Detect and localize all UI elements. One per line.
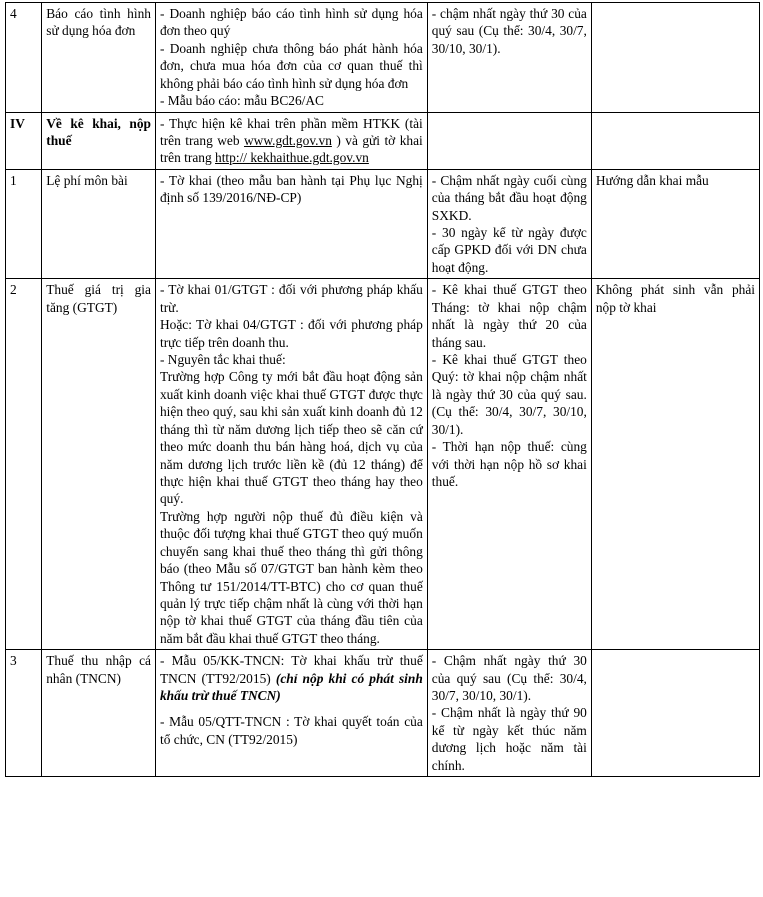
row-title: Lệ phí môn bài	[42, 169, 156, 279]
table-row	[6, 112, 760, 169]
row-note	[591, 3, 759, 113]
row-deadline	[427, 3, 591, 113]
kekhaithue-link[interactable]: http:// kekhaithue.gdt.gov.vn	[215, 150, 369, 166]
desc-line	[160, 652, 423, 704]
row-description	[155, 112, 427, 169]
row-title: Về kê khai, nộp thuế	[42, 112, 156, 169]
desc-segment-normal: - Mẫu 05/KK-TNCN: Tờ khai khấu trừ thuế TNCN (TT92/2015)	[159, 653, 423, 686]
desc-line: Hoặc: Tờ khai 04/GTGT : đối với phương pháp trực tiếp trên doanh thu.	[159, 317, 423, 350]
row-deadline	[427, 112, 591, 169]
desc-line: Trường hợp Công ty mới bắt đầu hoạt động sản xuất kinh doanh việc khai thuế GTGT được thực hiện theo quý, sau khi sản xuất kinh doanh đủ 12 tháng thì từ năm dương lịch tiếp theo sẽ căn cứ theo mức doanh thu bán hàng hoá, dịch vụ của năm dương lịch trước liền kề (đủ 12 tháng) để thực hiện khai thuế GTGT theo tháng hay theo quý.	[159, 369, 423, 507]
deadline-line: - 30 ngày kể từ ngày được cấp GPKD đối với DN chưa hoạt động.	[431, 225, 587, 275]
desc-line: - Nguyên tắc khai thuế:	[159, 352, 286, 368]
row-note	[591, 112, 759, 169]
row-number: 4	[6, 3, 42, 113]
table-row	[6, 279, 760, 650]
row-description	[155, 3, 427, 113]
row-description	[155, 650, 427, 777]
row-note	[591, 169, 759, 279]
row-number: 2	[6, 279, 42, 650]
deadline-line: - Kê khai thuế GTGT theo Tháng: tờ khai nộp chậm nhất là ngày thứ 20 của tháng sau.	[431, 282, 587, 350]
document-page	[0, 2, 763, 897]
row-title: Báo cáo tình hình sử dụng hóa đơn	[42, 3, 156, 113]
desc-line: - Doanh nghiệp báo cáo tình hình sử dụng hóa đơn theo quý	[159, 6, 423, 39]
desc-line: - Tờ khai (theo mẫu ban hành tại Phụ lục Nghị định số 139/2016/NĐ-CP)	[159, 172, 423, 206]
desc-line: - Tờ khai 01/GTGT : đối với phương pháp khấu trừ.	[159, 282, 423, 315]
deadline-line: - chậm nhất ngày thứ 30 của quý sau (Cụ thể: 30/4, 30/7, 30/10, 30/1).	[431, 6, 587, 56]
deadline-line: - Chậm nhất ngày thứ 30 của quý sau (Cụ thể: 30/4, 30/7, 30/10, 30/1).	[431, 653, 587, 704]
deadline-line: - Chậm nhất ngày cuối cùng của tháng bắt đầu hoạt động SXKD.	[431, 172, 587, 223]
desc-line: - Mẫu báo cáo: mẫu BC26/AC	[159, 93, 324, 109]
deadline-line: - Thời hạn nộp thuế: cùng với thời hạn nộp hồ sơ khai thuế.	[431, 439, 587, 489]
row-title: Thuế thu nhập cá nhân (TNCN)	[42, 650, 156, 777]
deadline-line: - Chậm nhất là ngày thứ 90 kể từ ngày kết thúc năm dương lịch hoặc năm tài chính.	[431, 705, 587, 773]
deadline-line: - Kê khai thuế GTGT theo Quý: tờ khai nộp chậm nhất là ngày thứ 30 của quý sau. (Cụ thể: 30/4, 30/7, 30/10, 30/1).	[431, 352, 587, 437]
row-description	[155, 169, 427, 279]
desc-segment-emphasis: (chỉ nộp khi có phát sinh khấu trừ thuế TNCN)	[159, 670, 423, 704]
row-number: 3	[6, 650, 42, 777]
desc-line: - Doanh nghiệp chưa thông báo phát hành hóa đơn, chưa mua hóa đơn của cơ quan thuế thì không phải báo cáo tình hình sử dụng hóa đơn	[159, 40, 423, 91]
row-note	[591, 650, 759, 777]
row-number: IV	[6, 112, 42, 169]
row-deadline	[427, 279, 591, 650]
row-deadline	[427, 650, 591, 777]
desc-line: - Mẫu 05/QTT-TNCN : Tờ khai quyết toán của tổ chức, CN (TT92/2015)	[159, 714, 423, 747]
row-note	[591, 279, 759, 650]
note-line: Không phát sinh vẫn phải nộp tờ khai	[595, 282, 755, 315]
row-title: Thuế giá trị gia tăng (GTGT)	[42, 279, 156, 650]
row-number: 1	[6, 169, 42, 279]
desc-line: - Thực hiện kê khai trên phần mềm HTKK (tài trên trang web www.gdt.gov.vn ) và gửi tờ khai trên trang http:// kekhaithue.gdt.gov.vn	[159, 115, 423, 166]
table-row	[6, 3, 760, 113]
tax-obligations-table	[5, 2, 760, 777]
table-row	[6, 169, 760, 279]
table-row	[6, 650, 760, 777]
row-deadline	[427, 169, 591, 279]
gdt-link[interactable]: www.gdt.gov.vn	[243, 132, 332, 148]
desc-line: Trường hợp người nộp thuế đủ điều kiện và thuộc đối tượng khai thuế GTGT theo quý muốn chuyển sang khai thuế theo tháng thì gửi thông báo (theo Mẫu số 07/GTGT ban hành kèm theo Thông tư 151/2014/TT-BTC) cho cơ quan thuế quản lý trực tiếp chậm nhất là cùng với thời hạn nộp tờ khai thuế GTGT của tháng đầu tiên của năm bắt đầu khai thuế GTGT theo tháng.	[159, 508, 423, 646]
row-description	[155, 279, 427, 650]
note-line: Hướng dẫn khai mẫu	[595, 172, 709, 188]
